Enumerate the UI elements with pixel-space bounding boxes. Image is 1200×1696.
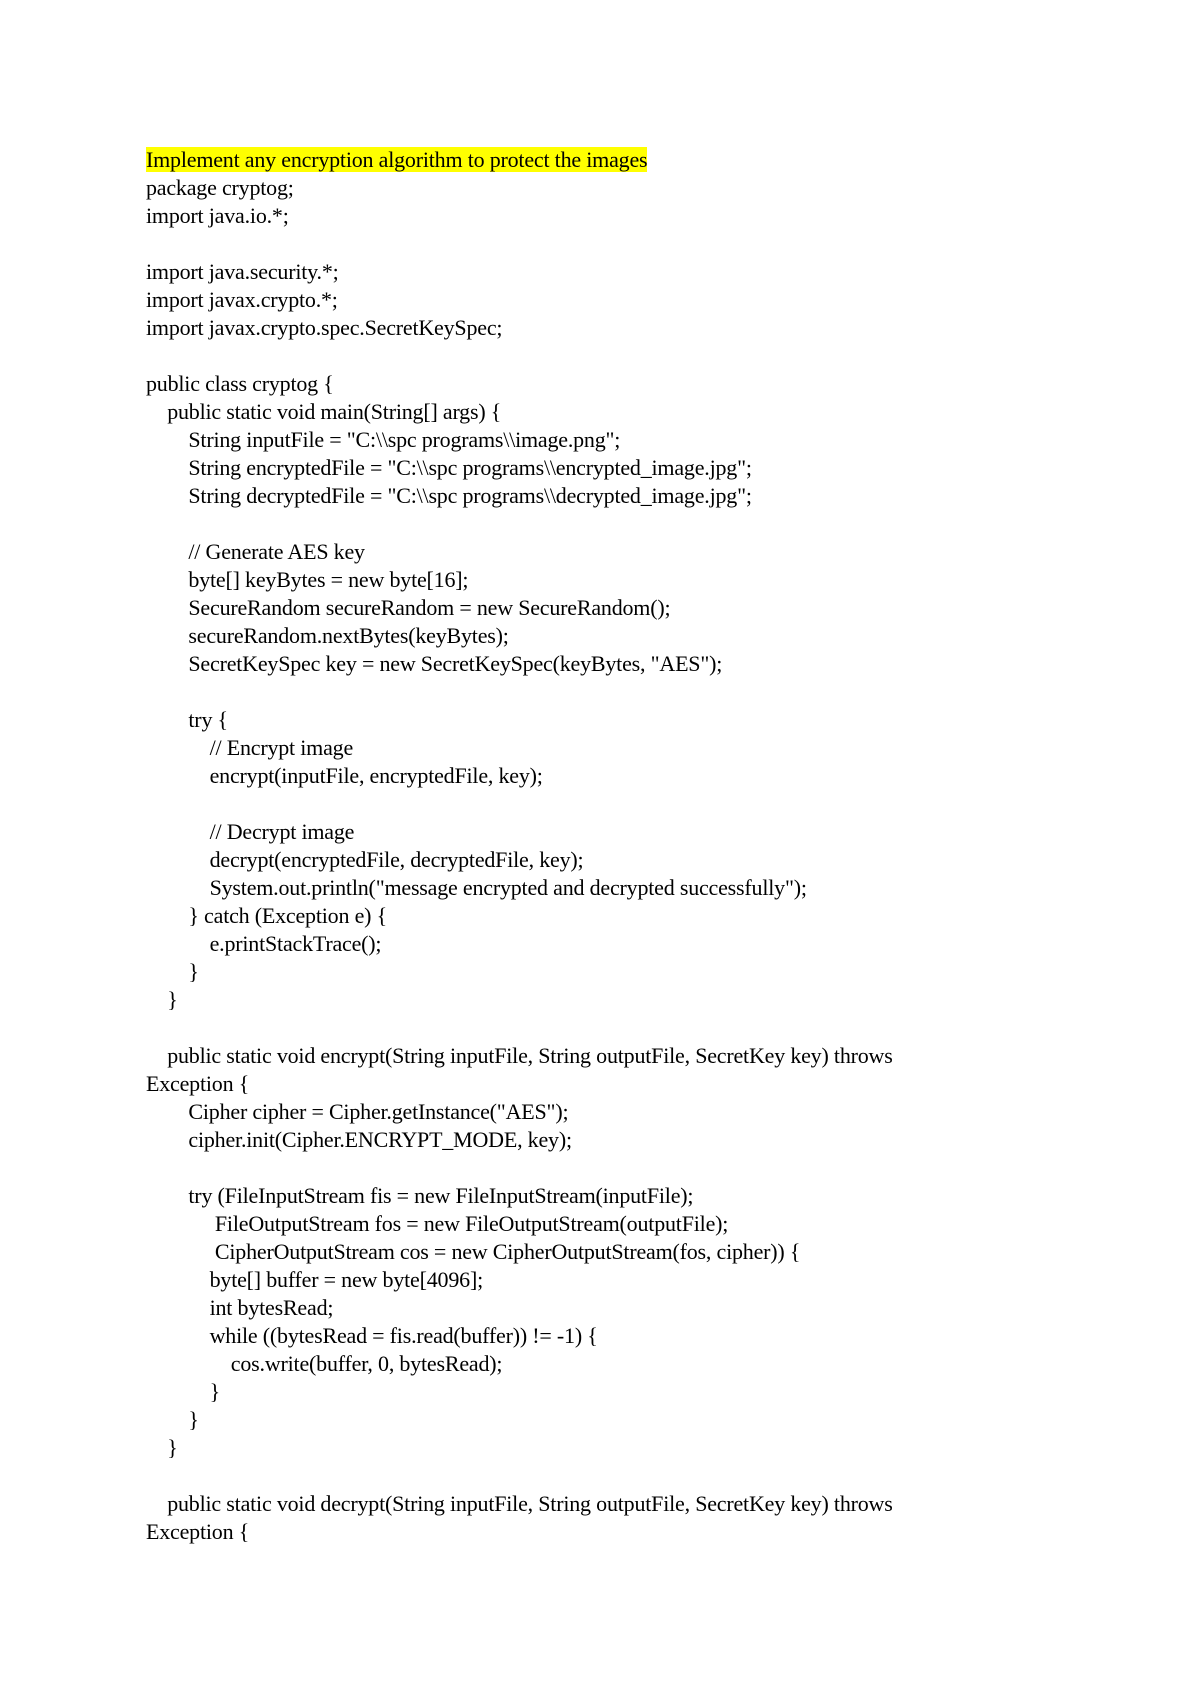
code-line: } (146, 1407, 199, 1432)
code-line: SecretKeySpec key = new SecretKeySpec(keyBytes, "AES"); (146, 651, 723, 676)
code-line: } (146, 987, 178, 1012)
title-line (146, 146, 1046, 174)
code-line: } (146, 1379, 220, 1404)
code-line: byte[] buffer = new byte[4096]; (146, 1267, 483, 1292)
code-line: import java.security.*; (146, 259, 339, 284)
document-title: Implement any encryption algorithm to protect the images (146, 147, 648, 172)
code-line (146, 790, 1046, 818)
code-line: int bytesRead; (146, 1295, 334, 1320)
code-line: Exception { (146, 1519, 250, 1544)
code-line: try (FileInputStream fis = new FileInputStream(inputFile); (146, 1183, 694, 1208)
code-line (146, 1462, 1046, 1490)
code-line (146, 1154, 1046, 1182)
code-line (146, 1014, 1046, 1042)
code-line: SecureRandom secureRandom = new SecureRandom(); (146, 595, 671, 620)
code-line: decrypt(encryptedFile, decryptedFile, key); (146, 847, 584, 872)
code-line: package cryptog; (146, 175, 294, 200)
code-line: encrypt(inputFile, encryptedFile, key); (146, 763, 543, 788)
code-line: public class cryptog { (146, 371, 334, 396)
code-line: } (146, 1435, 178, 1460)
code-line: public static void encrypt(String inputFile, String outputFile, SecretKey key) throws (146, 1043, 893, 1068)
code-line: cos.write(buffer, 0, bytesRead); (146, 1351, 503, 1376)
code-line: e.printStackTrace(); (146, 931, 382, 956)
code-listing (146, 174, 1046, 1546)
code-line: // Decrypt image (146, 819, 355, 844)
code-line: // Encrypt image (146, 735, 354, 760)
code-line: secureRandom.nextBytes(keyBytes); (146, 623, 509, 648)
code-line: public static void decrypt(String inputFile, String outputFile, SecretKey key) throws (146, 1491, 893, 1516)
document-body (146, 146, 1046, 1546)
code-line: public static void main(String[] args) { (146, 399, 502, 424)
code-line: } (146, 959, 199, 984)
code-line: Cipher cipher = Cipher.getInstance("AES"); (146, 1099, 569, 1124)
code-line: CipherOutputStream cos = new CipherOutputStream(fos, cipher)) { (146, 1239, 801, 1264)
code-line: import javax.crypto.spec.SecretKeySpec; (146, 315, 503, 340)
code-line: import java.io.*; (146, 203, 289, 228)
code-line: cipher.init(Cipher.ENCRYPT_MODE, key); (146, 1127, 572, 1152)
code-line (146, 230, 1046, 258)
code-line: String inputFile = "C:\\spc programs\\image.png"; (146, 427, 621, 452)
code-line (146, 342, 1046, 370)
code-line: Exception { (146, 1071, 250, 1096)
code-line (146, 510, 1046, 538)
code-line: import javax.crypto.*; (146, 287, 338, 312)
code-line: String encryptedFile = "C:\\spc programs\\encrypted_image.jpg"; (146, 455, 752, 480)
code-line: String decryptedFile = "C:\\spc programs\\decrypted_image.jpg"; (146, 483, 752, 508)
code-line: System.out.println("message encrypted and decrypted successfully"); (146, 875, 807, 900)
code-line: try { (146, 707, 228, 732)
code-line: FileOutputStream fos = new FileOutputStream(outputFile); (146, 1211, 729, 1236)
code-line: while ((bytesRead = fis.read(buffer)) != -1) { (146, 1323, 598, 1348)
code-line (146, 678, 1046, 706)
code-line: byte[] keyBytes = new byte[16]; (146, 567, 469, 592)
code-line: // Generate AES key (146, 539, 365, 564)
code-line: } catch (Exception e) { (146, 903, 387, 928)
